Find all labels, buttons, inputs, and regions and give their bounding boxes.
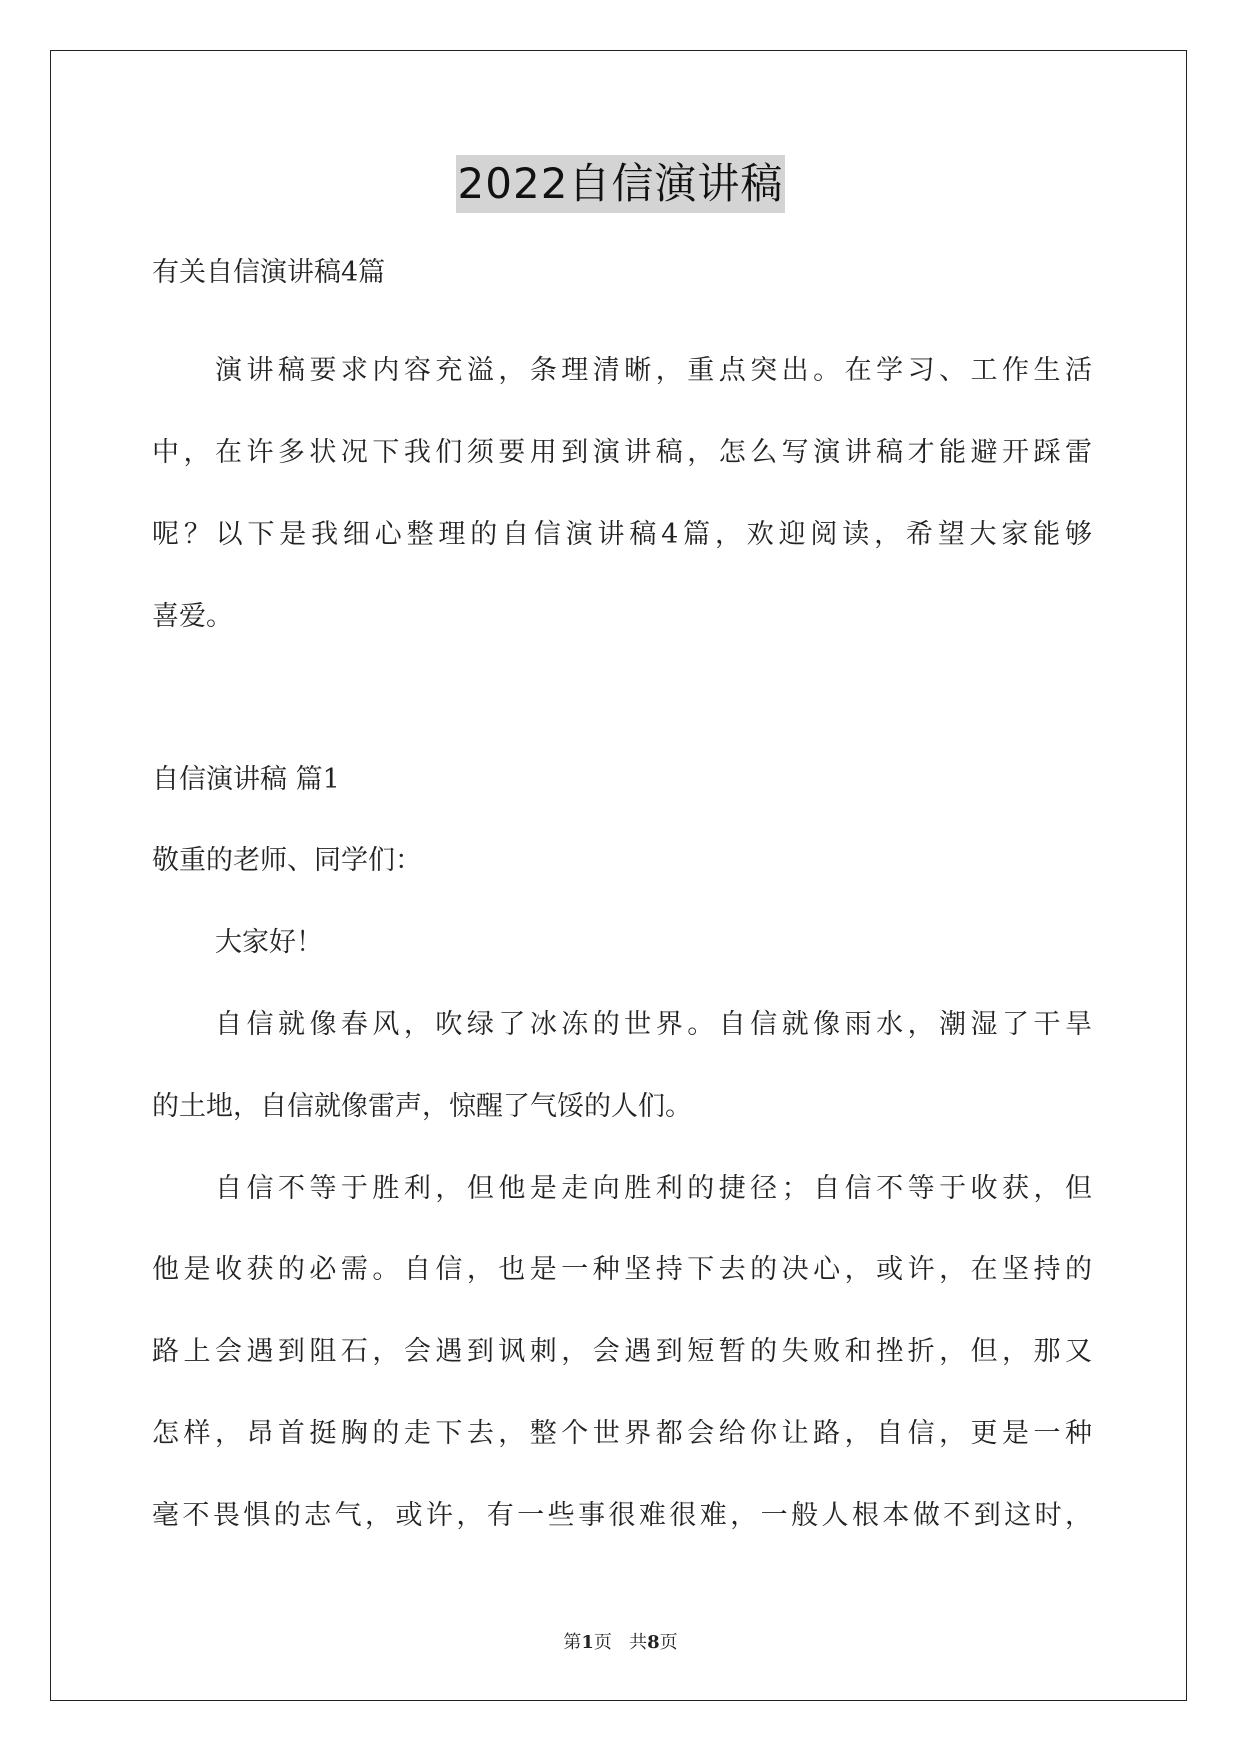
para1-line-1: 自信就像春风，吹绿了冰冻的世界。自信就像雨水，潮湿了干旱 xyxy=(215,1009,1092,1040)
intro-line-2: 中，在许多状况下我们须要用到演讲稿，怎么写演讲稿才能避开踩雷 xyxy=(152,437,1092,468)
para2-line-1: 自信不等于胜利，但他是走向胜利的捷径；自信不等于收获，但 xyxy=(215,1173,1092,1204)
para1-line-2: 的土地，自信就像雷声，惊醒了气馁的人们。 xyxy=(152,1091,692,1122)
intro-line-1: 演讲稿要求内容充溢，条理清晰，重点突出。在学习、工作生活 xyxy=(215,355,1092,386)
footer-middle: 页 共 xyxy=(593,1632,648,1653)
para2-line-4: 怎样，昂首挺胸的走下去，整个世界都会给你让路，自信，更是一种 xyxy=(152,1418,1092,1449)
footer-prefix: 第 xyxy=(563,1632,582,1653)
footer-suffix: 页 xyxy=(659,1632,678,1653)
document-title: 2022自信演讲稿 xyxy=(456,155,786,213)
footer-current-page: 1 xyxy=(581,1632,594,1653)
title-container xyxy=(0,155,1241,213)
intro-line-3: 呢？以下是我细心整理的自信演讲稿4篇，欢迎阅读，希望大家能够 xyxy=(152,519,1092,550)
greeting: 大家好！ xyxy=(215,927,323,958)
salutation: 敬重的老师、同学们： xyxy=(152,845,422,876)
para2-line-2: 他是收获的必需。自信，也是一种坚持下去的决心，或许，在坚持的 xyxy=(152,1254,1092,1285)
para2-line-3: 路上会遇到阻石，会遇到讽刺，会遇到短暂的失败和挫折，但，那又 xyxy=(152,1336,1092,1367)
document-subtitle: 有关自信演讲稿4篇 xyxy=(152,257,386,288)
para2-line-5: 毫不畏惧的志气，或许，有一些事很难很难，一般人根本做不到这时， xyxy=(152,1500,1092,1531)
section-heading: 自信演讲稿 篇1 xyxy=(152,764,340,795)
page-footer xyxy=(0,1628,1241,1654)
footer-total-pages: 8 xyxy=(647,1632,660,1653)
intro-line-4: 喜爱。 xyxy=(152,601,233,632)
